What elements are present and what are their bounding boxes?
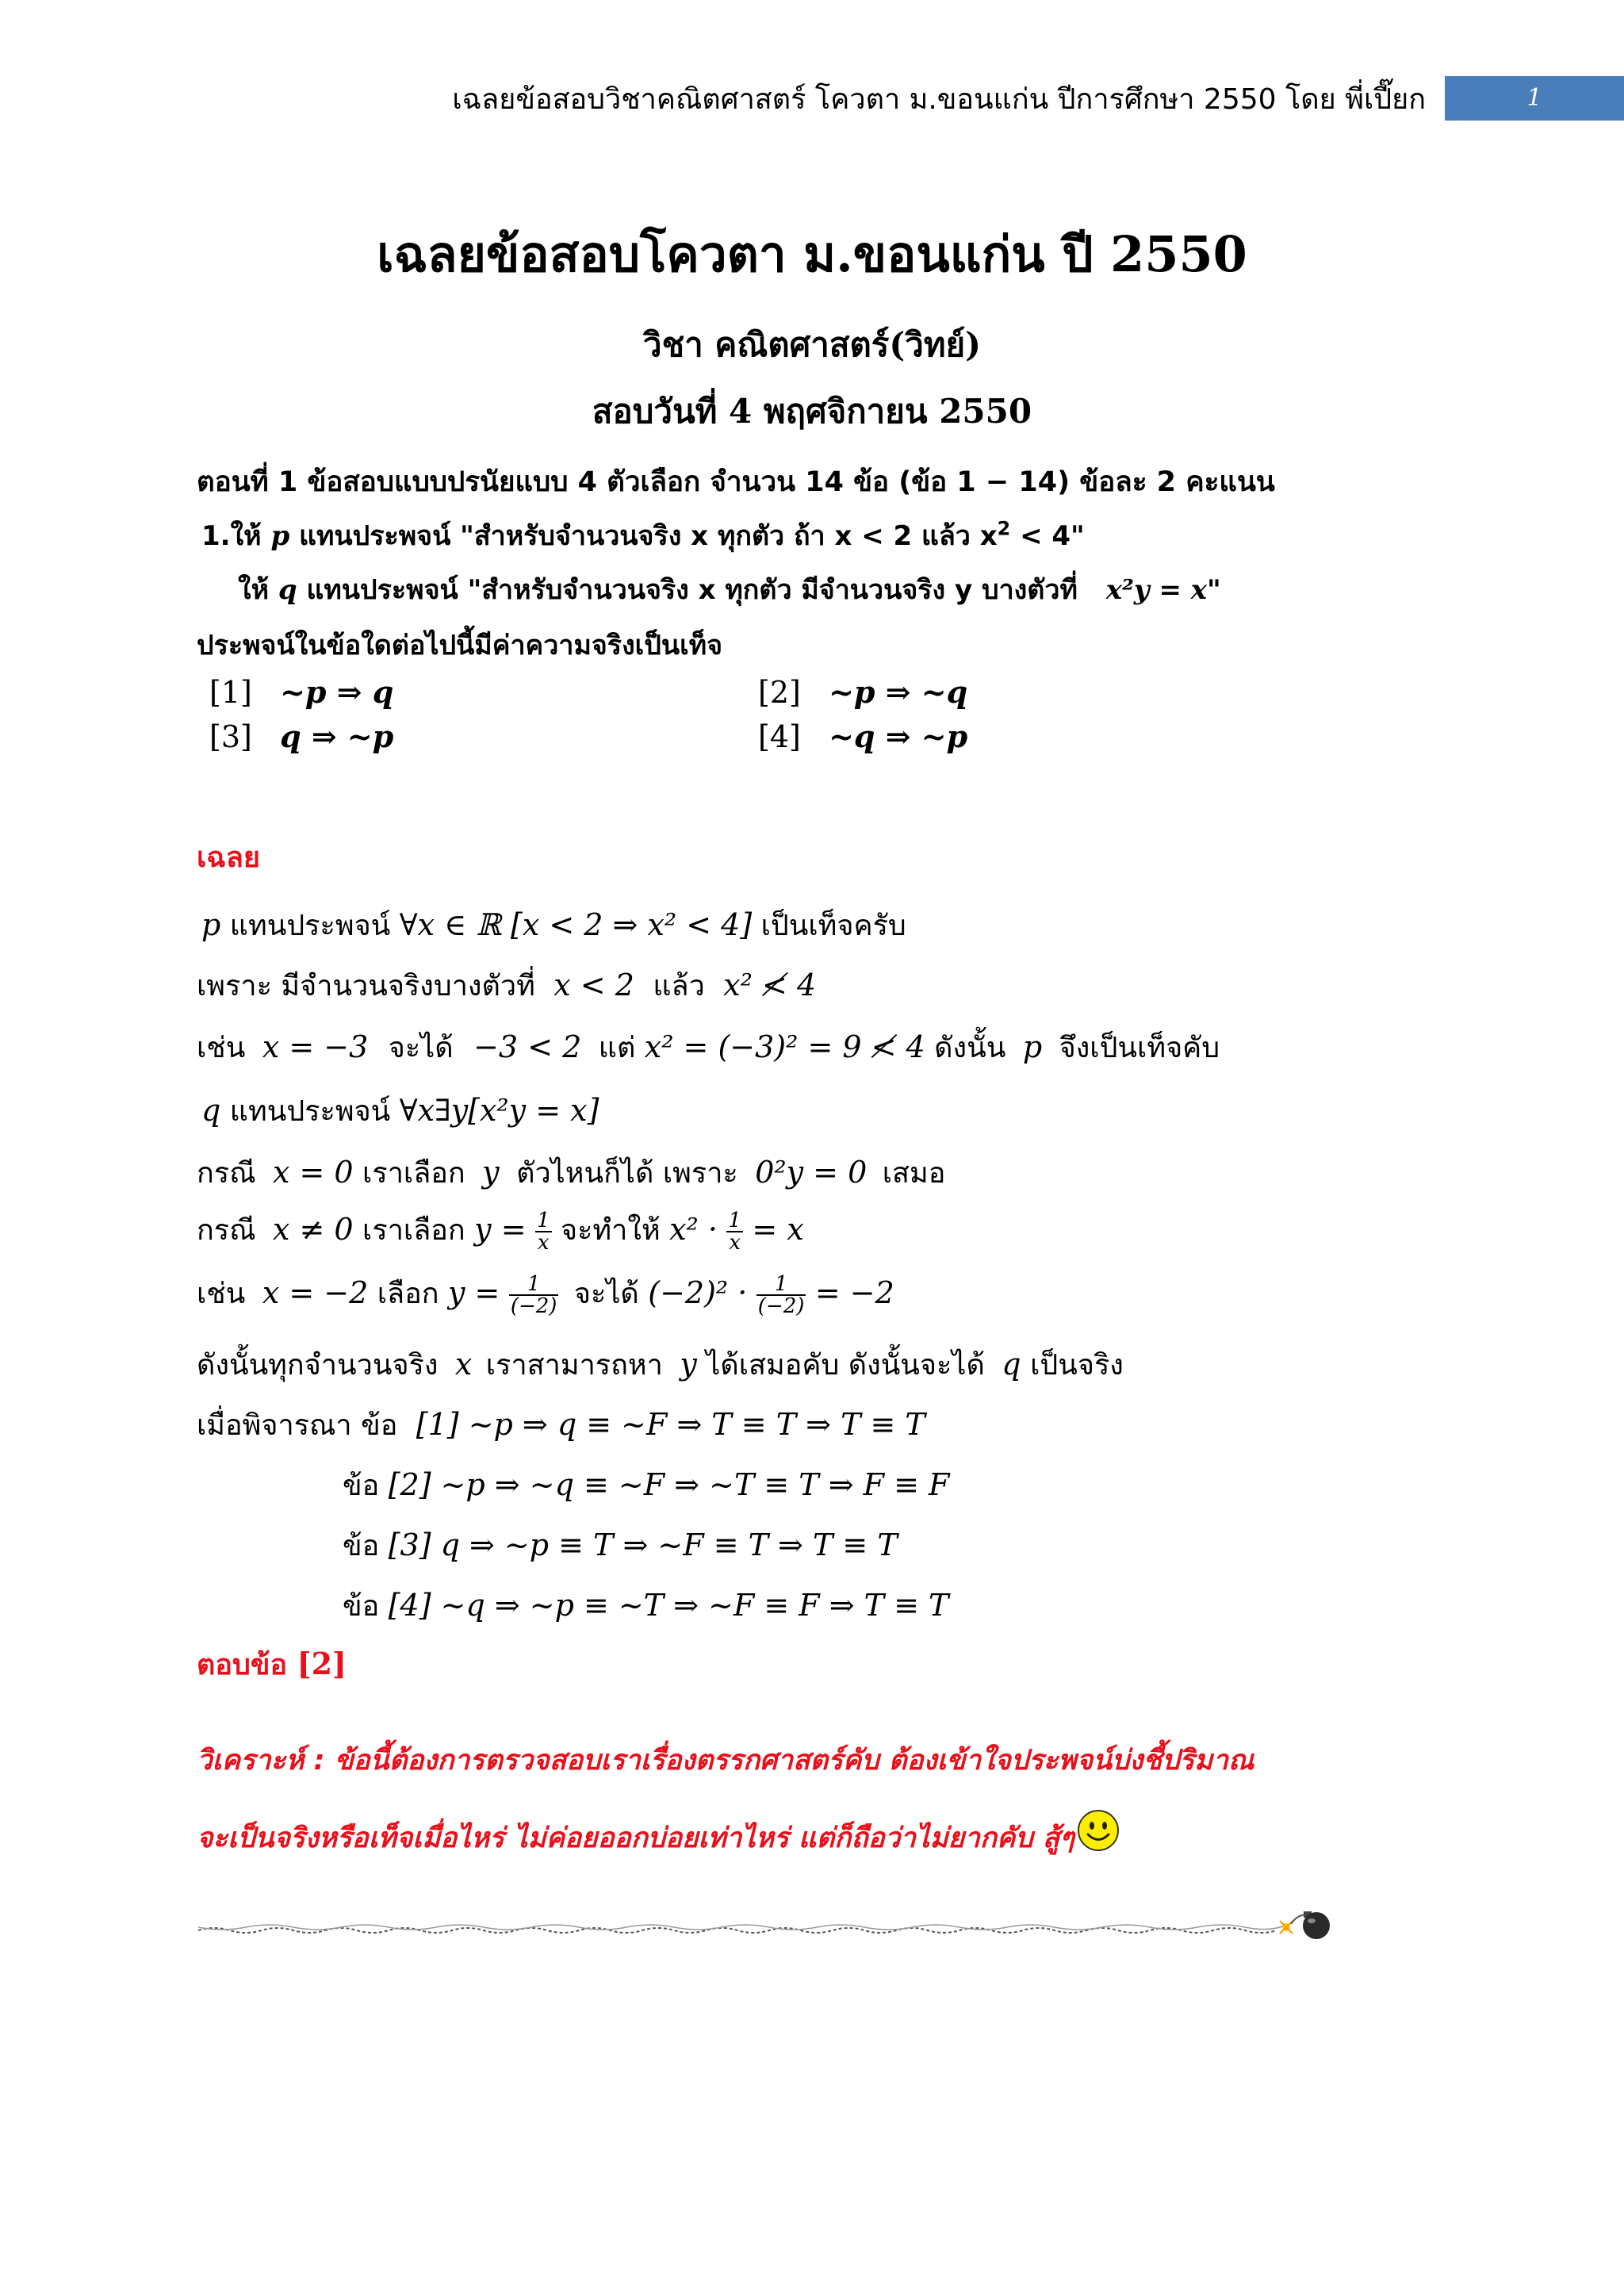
option-4-num: [4]: [758, 719, 801, 754]
eval-1-expr: [1] ~p ⇒ q ≡ ~F ⇒ T ≡ T ⇒ T ≡ T: [416, 1407, 925, 1442]
eval-3-expr: [3] q ⇒ ~p ≡ T ⇒ ~F ≡ T ⇒ T ≡ T: [388, 1527, 898, 1562]
sol-l2-m2: x² ≮ 4: [723, 968, 817, 1002]
sol-l3-t2: จะได้: [388, 1032, 454, 1064]
smiley-icon: [1076, 1808, 1120, 1853]
question-line-2: [238, 568, 1221, 611]
sol-l2-text: เพราะ มีจำนวนจริงบางตัวที่: [197, 970, 535, 1002]
sol-l8-m2: y: [680, 1347, 697, 1382]
eval-line-4: [343, 1583, 948, 1628]
solution-line-7: [197, 1271, 894, 1317]
sol-l3-m2: −3 < 2: [473, 1029, 582, 1064]
frac-num: 1: [536, 1209, 550, 1232]
sol-l5-m1: x = 0: [272, 1155, 354, 1190]
solution-line-3: [197, 1025, 1220, 1070]
sol-l6-m1: x ≠ 0: [272, 1212, 354, 1247]
item-label: ข้อ: [343, 1530, 380, 1562]
option-3: [209, 719, 393, 754]
eval-2-expr: [2] ~p ⇒ ~q ≡ ~F ⇒ ~T ≡ T ⇒ F ≡ F: [388, 1467, 950, 1502]
sol-l6-t2: เราเลือก: [362, 1214, 465, 1247]
solution-line-1: [201, 903, 906, 948]
q-line2-text: แทนประพจน์ "สำหรับจำนวนจริง x ทุกตัว มีจำนวนจริง y บางตัวที่: [306, 574, 1078, 606]
q2-prefix: ให้: [238, 574, 270, 606]
sol-l3-m1: x = −3: [262, 1029, 369, 1064]
sol-l8-m3: q: [1002, 1347, 1021, 1382]
sol-l5-t4: เสมอ: [882, 1157, 946, 1190]
sol-l5-t1: กรณี: [197, 1157, 256, 1190]
solution-line-5: [197, 1150, 945, 1195]
option-3-expr: q ⇒ ~p: [280, 719, 394, 754]
option-2-expr: ~p ⇒ ~q: [829, 674, 968, 710]
answer: [197, 1642, 347, 1687]
fraction-1-over-minus-2: [509, 1274, 559, 1317]
sol-l8-t4: เป็นจริง: [1030, 1349, 1124, 1382]
sol-l5-m3: 0²y = 0: [755, 1155, 868, 1190]
solution-label: เฉลย: [197, 841, 260, 874]
eval-4-expr: [4] ~q ⇒ ~p ≡ ~T ⇒ ~F ≡ F ⇒ T ≡ T: [388, 1588, 949, 1623]
q-var-p: p: [270, 520, 290, 552]
sol-l8-t3: ได้เสมอคับ ดังนั้นจะได้: [706, 1349, 985, 1382]
sol-l8-t2: เราสามารถหา: [485, 1349, 663, 1382]
section-heading: ตอนที่ 1 ข้อสอบแบบปรนัยแบบ 4 ตัวเลือก จำนวน 14 ข้อ (ข้อ 1 − 14) ข้อละ 2 คะแนน: [197, 466, 1275, 498]
sol-l8-t1: ดังนั้นทุกจำนวนจริง: [197, 1349, 439, 1382]
sol-l7-m1: x = −2: [262, 1275, 369, 1310]
sol-l3-t4: ดังนั้น: [934, 1032, 1006, 1064]
option-4: [758, 719, 967, 754]
option-3-num: [3]: [209, 719, 252, 754]
solution-line-6: [197, 1207, 804, 1253]
exam-date: สอบวันที่ 4 พฤศจิกายน 2550: [592, 392, 1032, 431]
frac-den: x: [537, 1231, 550, 1255]
sol-l3-m3: x² = (−3)² = 9 ≮ 4: [644, 1029, 925, 1064]
question-line-3: ประพจน์ในข้อใดต่อไปนี้มีค่าความจริงเป็นเท็จ: [197, 630, 723, 661]
analysis-line-2: จะเป็นจริงหรือเท็จเมื่อไหร่ ไม่ค่อยออกบ่อยเท่าไหร่ แต่ก็ถือว่าไม่ยากคับ สู้ๆ: [197, 1823, 1074, 1854]
frac-den: x: [729, 1231, 741, 1255]
sol-l6-m4: = x: [752, 1212, 804, 1247]
running-header: เฉลยข้อสอบวิชาคณิตศาสตร์ โควตา ม.ขอนแก่น ปีการศึกษา 2550 โดย พี่เปี๊ยก: [452, 83, 1426, 116]
frac-num: 1: [756, 1274, 806, 1296]
option-2: [758, 674, 967, 710]
solution-line-4: [201, 1088, 599, 1133]
sol-l8-m1: x: [454, 1347, 473, 1382]
item-label: ข้อ: [343, 1470, 380, 1502]
frac-num: 1: [509, 1274, 559, 1296]
question-line-1: 1.ให้ p แทนประพจน์ "สำหรับจำนวนจริง x ทุกตัว ถ้า x < 2 แล้ว $x^2 < 4$": [201, 517, 1085, 552]
sol-l7-m4: = −2: [814, 1275, 894, 1310]
q-prefix: 1.ให้: [201, 520, 262, 552]
page-title: เฉลยข้อสอบโควตา ม.ขอนแก่น ปี 2550: [377, 225, 1247, 283]
sol-l7-t3: จะได้: [573, 1278, 639, 1310]
frac-den: (−2): [757, 1294, 805, 1318]
sol-l1-tail: เป็นเท็จครับ: [760, 910, 906, 942]
sol-l5-t3: ตัวไหนก็ได้ เพราะ: [516, 1157, 738, 1190]
sol-l1-text: แทนประพจน์: [229, 910, 391, 942]
option-2-num: [2]: [758, 675, 801, 710]
eval-line-2: [343, 1462, 949, 1508]
sol-l7-t1: เช่น: [197, 1278, 246, 1310]
frac-den: (−2): [510, 1294, 557, 1318]
sol-l6-m2: y =: [474, 1212, 527, 1247]
frac-num: 1: [728, 1209, 741, 1232]
q-line1-tail: < 4": [1020, 520, 1085, 552]
sol-l6-m3: x² ·: [669, 1212, 718, 1247]
answer-label: ตอบข้อ: [197, 1649, 288, 1681]
page-number-box: [1445, 76, 1624, 121]
sol-l5-m2: y: [482, 1155, 500, 1190]
answer-value: [2]: [297, 1646, 347, 1681]
sol-l3-t5: จึงเป็นเท็จคับ: [1059, 1032, 1220, 1064]
analysis-line-1: วิเคราะห์ : ข้อนี้ต้องการตรวจสอบเราเรื่องตรรกศาสตร์คับ ต้องเข้าใจประพจน์บ่งชี้ปริมาณ: [197, 1745, 1254, 1777]
solution-line-8: [197, 1342, 1124, 1387]
item-label: ข้อ: [343, 1590, 380, 1623]
sol-l2-m1: x < 2: [553, 968, 634, 1002]
sol-l3-m4: p: [1022, 1029, 1043, 1064]
sol-l7-m2: y =: [447, 1275, 500, 1310]
sol-l4-math: ∀x∃y[x²y = x]: [399, 1093, 599, 1128]
sol-var-p: p: [201, 907, 221, 942]
sol-l2-t2: แล้ว: [653, 970, 705, 1002]
sol-l7-m3: (−2)² ·: [648, 1275, 748, 1310]
eval-line-3: [343, 1523, 898, 1568]
sol-l3-t3: แต่: [598, 1032, 636, 1064]
sol-l6-t1: กรณี: [197, 1214, 256, 1247]
sol-l4-text: แทนประพจน์: [229, 1095, 391, 1128]
fraction-1-over-x: [535, 1210, 552, 1253]
eval-line-1: [197, 1402, 925, 1447]
option-1: [209, 674, 393, 710]
sol-l5-t2: เราเลือก: [362, 1157, 465, 1190]
solution-line-2: [197, 963, 816, 1008]
sol-l3-t1: เช่น: [197, 1032, 246, 1064]
subject-title: วิชา คณิตศาสตร์(วิทย์): [643, 325, 981, 364]
bomb-icon: [1291, 1911, 1330, 1939]
sol-l6-t3: จะทำให้: [560, 1214, 661, 1247]
sol-l7-t2: เลือก: [377, 1278, 439, 1310]
q-var-q: q: [278, 574, 297, 606]
option-1-expr: ~p ⇒ q: [280, 674, 394, 710]
option-1-num: [1]: [209, 675, 252, 710]
consider-label: เมื่อพิจารณา ข้อ: [197, 1409, 398, 1442]
option-4-expr: ~q ⇒ ~p: [829, 719, 968, 754]
q-line2-math: x²y = x": [1105, 574, 1221, 606]
sol-var-q: q: [201, 1093, 221, 1128]
fuse-divider-icon: [198, 1891, 1340, 1946]
sol-l1-math: ∀x ∈ ℝ [x < 2 ⇒ x² < 4]: [399, 907, 753, 942]
fraction-1-over-x-2: [726, 1210, 743, 1253]
q-line1-text: แทนประพจน์ "สำหรับจำนวนจริง x ทุกตัว ถ้า x < 2 แล้ว x: [299, 520, 998, 552]
page-number: 1: [1526, 84, 1542, 112]
fraction-1-over-minus-2-b: [756, 1274, 806, 1317]
